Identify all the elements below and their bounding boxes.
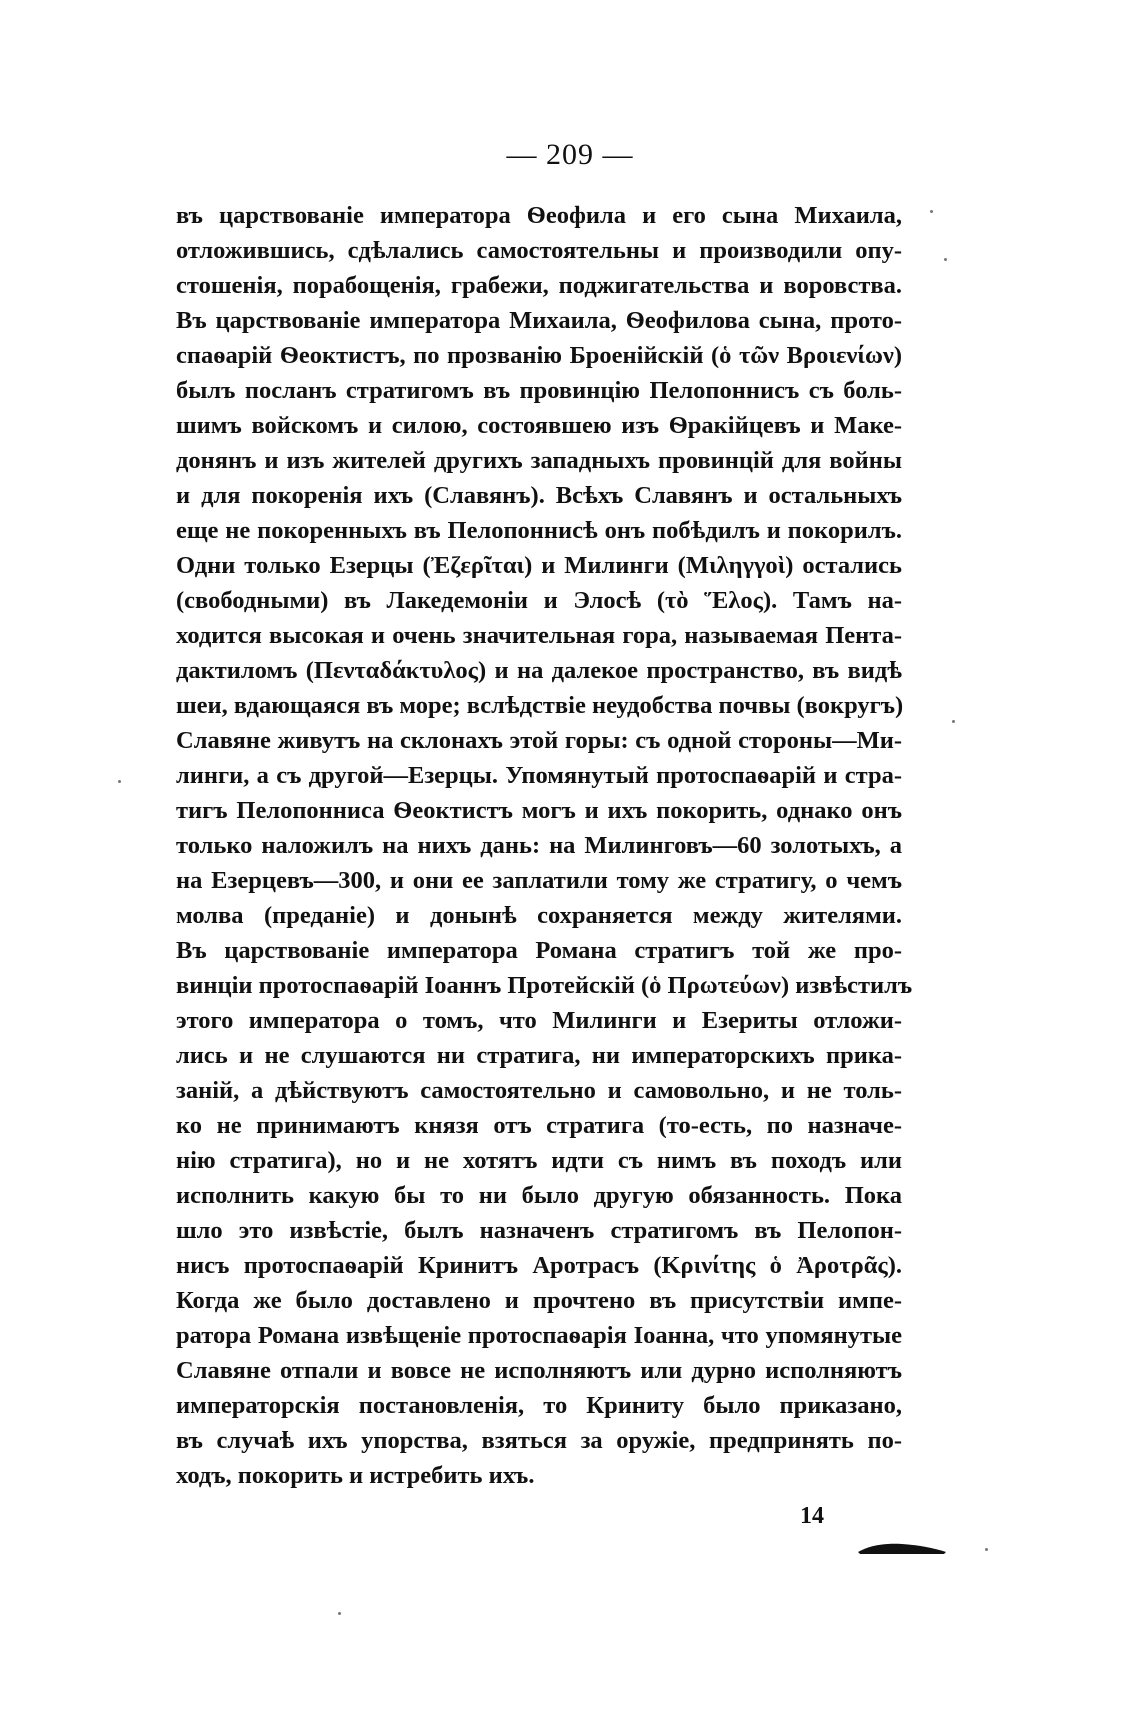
text-line: Въ царствованіе императора Романа стратигъ той же про- [176, 937, 902, 964]
text-line: въ случаѣ ихъ упорства, взяться за оружіе, предпринять по- [176, 1427, 902, 1454]
text-line: шеи, вдающаяся въ море; вслѣдствіе неудобства почвы (вокругъ) [176, 692, 904, 719]
paper-speck [118, 780, 121, 783]
text-line: Въ царствованіе императора Михаила, Ѳеофилова сына, прото- [176, 307, 902, 334]
text-line: шимъ войскомъ и силою, состоявшею изъ Ѳракійцевъ и Маке- [176, 412, 902, 439]
text-line: (свободными) въ Лакедемоніи и Элосѣ (τὸ Ἕλος). Тамъ на- [176, 587, 902, 614]
text-line: винціи протоспаѳарій Іоаннъ Протейскій (ὁ Πρωτεύων) извѣстилъ [176, 972, 913, 999]
text-line: тигъ Пелопонниса Ѳеоктистъ могъ и ихъ покорить, однако онъ [176, 797, 902, 824]
signature-mark: 14 [800, 1503, 824, 1529]
text-line: и для покоренія ихъ (Славянъ). Всѣхъ Славянъ и остальныхъ [176, 482, 902, 509]
text-line: нисъ протоспаѳарій Кринитъ Аротрасъ (Κρινίτης ὁ Ἀροτρᾶς). [176, 1252, 902, 1279]
ink-blot [856, 1541, 948, 1555]
text-line: на Езерцевъ—300, и они ее заплатили тому же стратигу, о чемъ [176, 867, 902, 894]
text-line: молва (преданіе) и донынѣ сохраняется между жителями. [176, 902, 902, 929]
body-text [176, 198, 913, 1493]
text-line: въ царствованіе императора Ѳеофила и его сына Михаила, [176, 202, 902, 229]
text-line: императорскія постановленія, то Криниту было приказано, [176, 1392, 902, 1419]
text-line: этого императора о томъ, что Милинги и Езериты отложи- [176, 1007, 902, 1034]
text-line: шло это извѣстіе, былъ назначенъ стратигомъ въ Пелопон- [176, 1217, 902, 1244]
text-line: линги, а съ другой—Езерцы. Упомянутый протоспаѳарій и стра- [176, 762, 902, 789]
text-line: Когда же было доставлено и прочтено въ присутствіи импе- [176, 1287, 902, 1314]
text-line: былъ посланъ стратигомъ въ провинцію Пелопоннисъ съ боль- [176, 377, 902, 404]
text-line: заній, а дѣйствуютъ самостоятельно и самовольно, и не толь- [176, 1077, 902, 1104]
text-line: Славяне живутъ на склонахъ этой горы: съ одной стороны—Ми- [176, 727, 902, 754]
text-line: ко не принимаютъ князя отъ стратига (то-есть, по назначе- [176, 1112, 902, 1139]
paper-speck [985, 1548, 988, 1551]
text-line: ходится высокая и очень значительная гора, называемая Пента- [176, 622, 902, 649]
text-line: еще не покоренныхъ въ Пелопоннисѣ онъ побѣдилъ и покорилъ. [176, 517, 902, 544]
text-line: донянъ и изъ жителей другихъ западныхъ провинцій для войны [176, 447, 902, 474]
text-line: дактиломъ (Πενταδάκτυλος) и на далекое пространство, въ видѣ [176, 657, 902, 684]
paper-speck [944, 258, 947, 261]
text-line: отложившись, сдѣлались самостоятельны и производили опу- [176, 237, 902, 264]
text-line: исполнить какую бы то ни было другую обязанность. Пока [176, 1182, 902, 1209]
paper-speck [930, 210, 933, 213]
text-line: лись и не слушаются ни стратига, ни императорскихъ прика- [176, 1042, 902, 1069]
paper-speck [338, 1612, 341, 1615]
text-line: спаѳарій Ѳеоктистъ, по прозванію Броенійскій (ὁ τῶν Βροιενίων) [176, 342, 902, 369]
text-line: Славяне отпали и вовсе не исполняютъ или дурно исполняютъ [176, 1357, 902, 1384]
text-line: нію стратига), но и не хотятъ идти съ нимъ въ походъ или [176, 1147, 902, 1174]
text-line: ратора Романа извѣщеніе протоспаѳарія Іоанна, что упомянутые [176, 1322, 902, 1349]
text-line: только наложилъ на нихъ дань: на Милинговъ—60 золотыхъ, а [176, 832, 902, 859]
text-line: Одни только Езерцы (Ἐζερῖται) и Милинги (Μιληγγοὶ) остались [176, 552, 902, 579]
paper-speck [952, 720, 955, 723]
text-line: ходъ, покорить и истребить ихъ. [176, 1462, 535, 1489]
text-line: стошенія, порабощенія, грабежи, поджигательства и воровства. [176, 272, 902, 299]
page-number: — 209 — [506, 138, 634, 171]
